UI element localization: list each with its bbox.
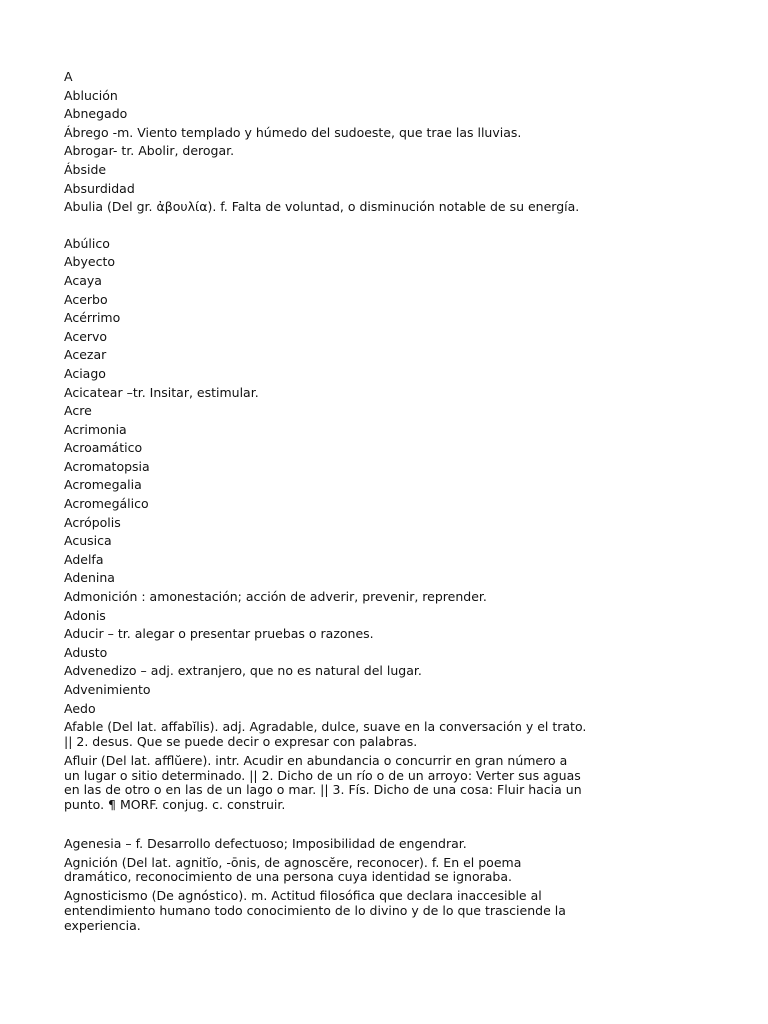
paragraph-line: un lugar o sitio determinado. || 2. Dicho de un río o de un arroyo: Verter sus aguas [64, 767, 581, 783]
paragraph-line: entendimiento humano todo conocimiento de lo divino y de lo que trasciende la [64, 902, 566, 918]
dictionary-entry: Ablución [64, 87, 118, 103]
paragraph-line: Afluir (Del lat. afflŭere). intr. Acudir en abundancia o concurrir en gran número a [64, 752, 568, 768]
dictionary-entry-paragraph [64, 856, 724, 886]
dictionary-entry: Aducir – tr. alegar o presentar pruebas o razones. [64, 626, 374, 642]
dictionary-entry: Absurdidad [64, 180, 135, 196]
dictionary-entry: Agenesia – f. Desarrollo defectuoso; Imposibilidad de engendrar. [64, 835, 467, 851]
document-page [64, 68, 724, 938]
blank-line [64, 817, 724, 835]
blank-line [64, 217, 724, 235]
dictionary-entry: Acre [64, 403, 92, 419]
dictionary-entry-paragraph [64, 720, 724, 750]
dictionary-entry: Abrogar- tr. Abolir, derogar. [64, 143, 235, 159]
dictionary-entry: Aciago [64, 365, 106, 381]
dictionary-entry: Advenedizo – adj. extranjero, que no es natural del lugar. [64, 663, 422, 679]
dictionary-entry: Acromegálico [64, 496, 149, 512]
paragraph-line: en las de otro o en las de un lago o mar. || 3. Fís. Dicho de una cosa: Fluir hacia un [64, 782, 582, 798]
dictionary-entry: Acromatopsia [64, 458, 150, 474]
dictionary-entry: Ábrego -m. Viento templado y húmedo del sudoeste, que trae las lluvias. [64, 124, 522, 140]
dictionary-entry: Acérrimo [64, 310, 121, 326]
paragraph-line: experiencia. [64, 917, 141, 933]
dictionary-entry-paragraph [64, 754, 724, 813]
dictionary-entry: A [64, 69, 73, 84]
dictionary-entry: Abúlico [64, 235, 110, 251]
dictionary-entry: Admonición : amonestación; acción de adverir, prevenir, reprender. [64, 589, 487, 605]
paragraph-line: Agnición (Del lat. agnitĭo, -ōnis, de agnoscĕre, reconocer). f. En el poema [64, 854, 522, 870]
dictionary-entry-paragraph [64, 889, 724, 933]
paragraph-line: Agnosticismo (De agnóstico). m. Actitud filosófica que declara inaccesible al [64, 888, 542, 904]
dictionary-entry: Acaya [64, 272, 102, 288]
paragraph-line: || 2. desus. Que se puede decir o expresar con palabras. [64, 733, 418, 749]
dictionary-entry: Ábside [64, 161, 107, 177]
dictionary-entry: Acroamático [64, 440, 143, 456]
dictionary-entry: Acrópolis [64, 514, 121, 530]
dictionary-entry: Abnegado [64, 106, 128, 122]
dictionary-entry: Acicatear –tr. Insitar, estimular. [64, 384, 259, 400]
dictionary-entry: Acrimonia [64, 421, 127, 437]
dictionary-entry: Aedo [64, 700, 96, 716]
dictionary-entry: Acervo [64, 328, 108, 344]
dictionary-entry: Acerbo [64, 291, 108, 307]
dictionary-entry: Adonis [64, 607, 106, 623]
dictionary-entry: Acromegalia [64, 477, 142, 493]
dictionary-entry: Adelfa [64, 551, 104, 567]
paragraph-line: Afable (Del lat. affabĭlis). adj. Agradable, dulce, suave en la conversación y el trato. [64, 719, 587, 735]
dictionary-entry: Acezar [64, 347, 107, 363]
dictionary-entry: Abyecto [64, 254, 115, 270]
dictionary-entry: Adenina [64, 570, 115, 586]
dictionary-entry: Abulia (Del gr. ἀβουλία). f. Falta de voluntad, o disminución notable de su energía. [64, 199, 580, 215]
dictionary-entry: Adusto [64, 644, 108, 660]
dictionary-entry: Acusica [64, 533, 112, 549]
paragraph-line: dramático, reconocimiento de una persona cuya identidad se ignoraba. [64, 869, 512, 885]
dictionary-entry: Advenimiento [64, 682, 151, 697]
paragraph-line: punto. ¶ MORF. conjug. c. construir. [64, 797, 286, 813]
